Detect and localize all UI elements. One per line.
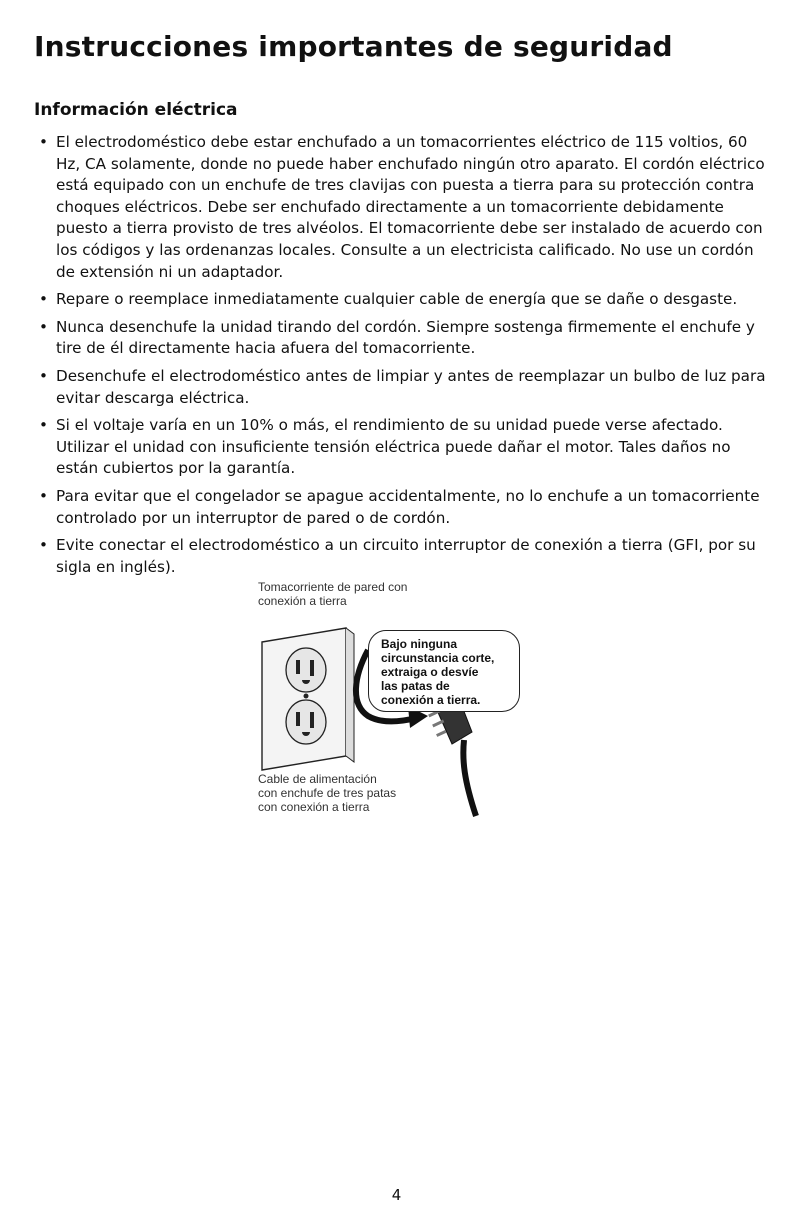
bullet-item: • Repare o reemplace inmediatamente cualquier cable de energía que se dañe o desgaste. [38,289,768,311]
bullet-item: • El electrodoméstico debe estar enchufado a un tomacorrientes eléctrico de 115 voltios, 60 Hz, CA solamente, donde no puede haber enchufado ningún otro aparato. El cordón eléctrico está equipado con un enchufe de tres clavijas con puesta a tierra para su protección contra choques eléctricos. Debe ser enchufado directamente a un tomacorriente debidamente puesto a tierra provisto de tres alvéolos. El tomacorriente debe ser instalado de acuerdo con los códigos y las ordenanzas locales. Consulte a un electricista calificado. No use un cordón de extensión ni un adaptador. [38,132,768,283]
bullet-item: • Evite conectar el electrodoméstico a un circuito interruptor de conexión a tierra (GFI, por su sigla en inglés). [38,535,768,578]
warning-text: Bajo ninguna circunstancia corte, extraiga o desvíe las patas de conexión a tierra. [381,637,495,707]
bullet-item: • Para evitar que el congelador se apague accidentalmente, no lo enchufe a un tomacorriente controlado por un interruptor de pared o de cordón. [38,486,768,529]
section-title: Información eléctrica [34,100,238,120]
outlet-label: Tomacorriente de pared con conexión a tierra [258,580,408,608]
three-prong-plug-icon [428,696,476,816]
bullet-item: • Desenchufe el electrodoméstico antes de limpiar y antes de reemplazar un bulbo de luz para evitar descarga eléctrica. [38,366,768,409]
bullet-item: • Si el voltaje varía en un 10% o más, el rendimiento de su unidad puede verse afectado. Utilizar el unidad con insuficiente tensión eléctrica puede dañar el motor. Tales daños no están cubiertos por la garantía. [38,415,768,480]
warning-callout [368,630,520,712]
grounded-outlet-figure [250,580,530,830]
wall-outlet-icon [262,628,354,770]
cord-label: Cable de alimentación con enchufe de tres patas con conexión a tierra [258,772,397,814]
bullet-item: • Nunca desenchufe la unidad tirando del cordón. Siempre sostenga firmemente el enchufe y tire de él directamente hacia afuera del tomacorriente. [38,317,768,360]
safety-bullet-list [38,132,768,584]
page-number: 4 [391,1186,402,1204]
page-title: Instrucciones importantes de seguridad [34,30,673,63]
